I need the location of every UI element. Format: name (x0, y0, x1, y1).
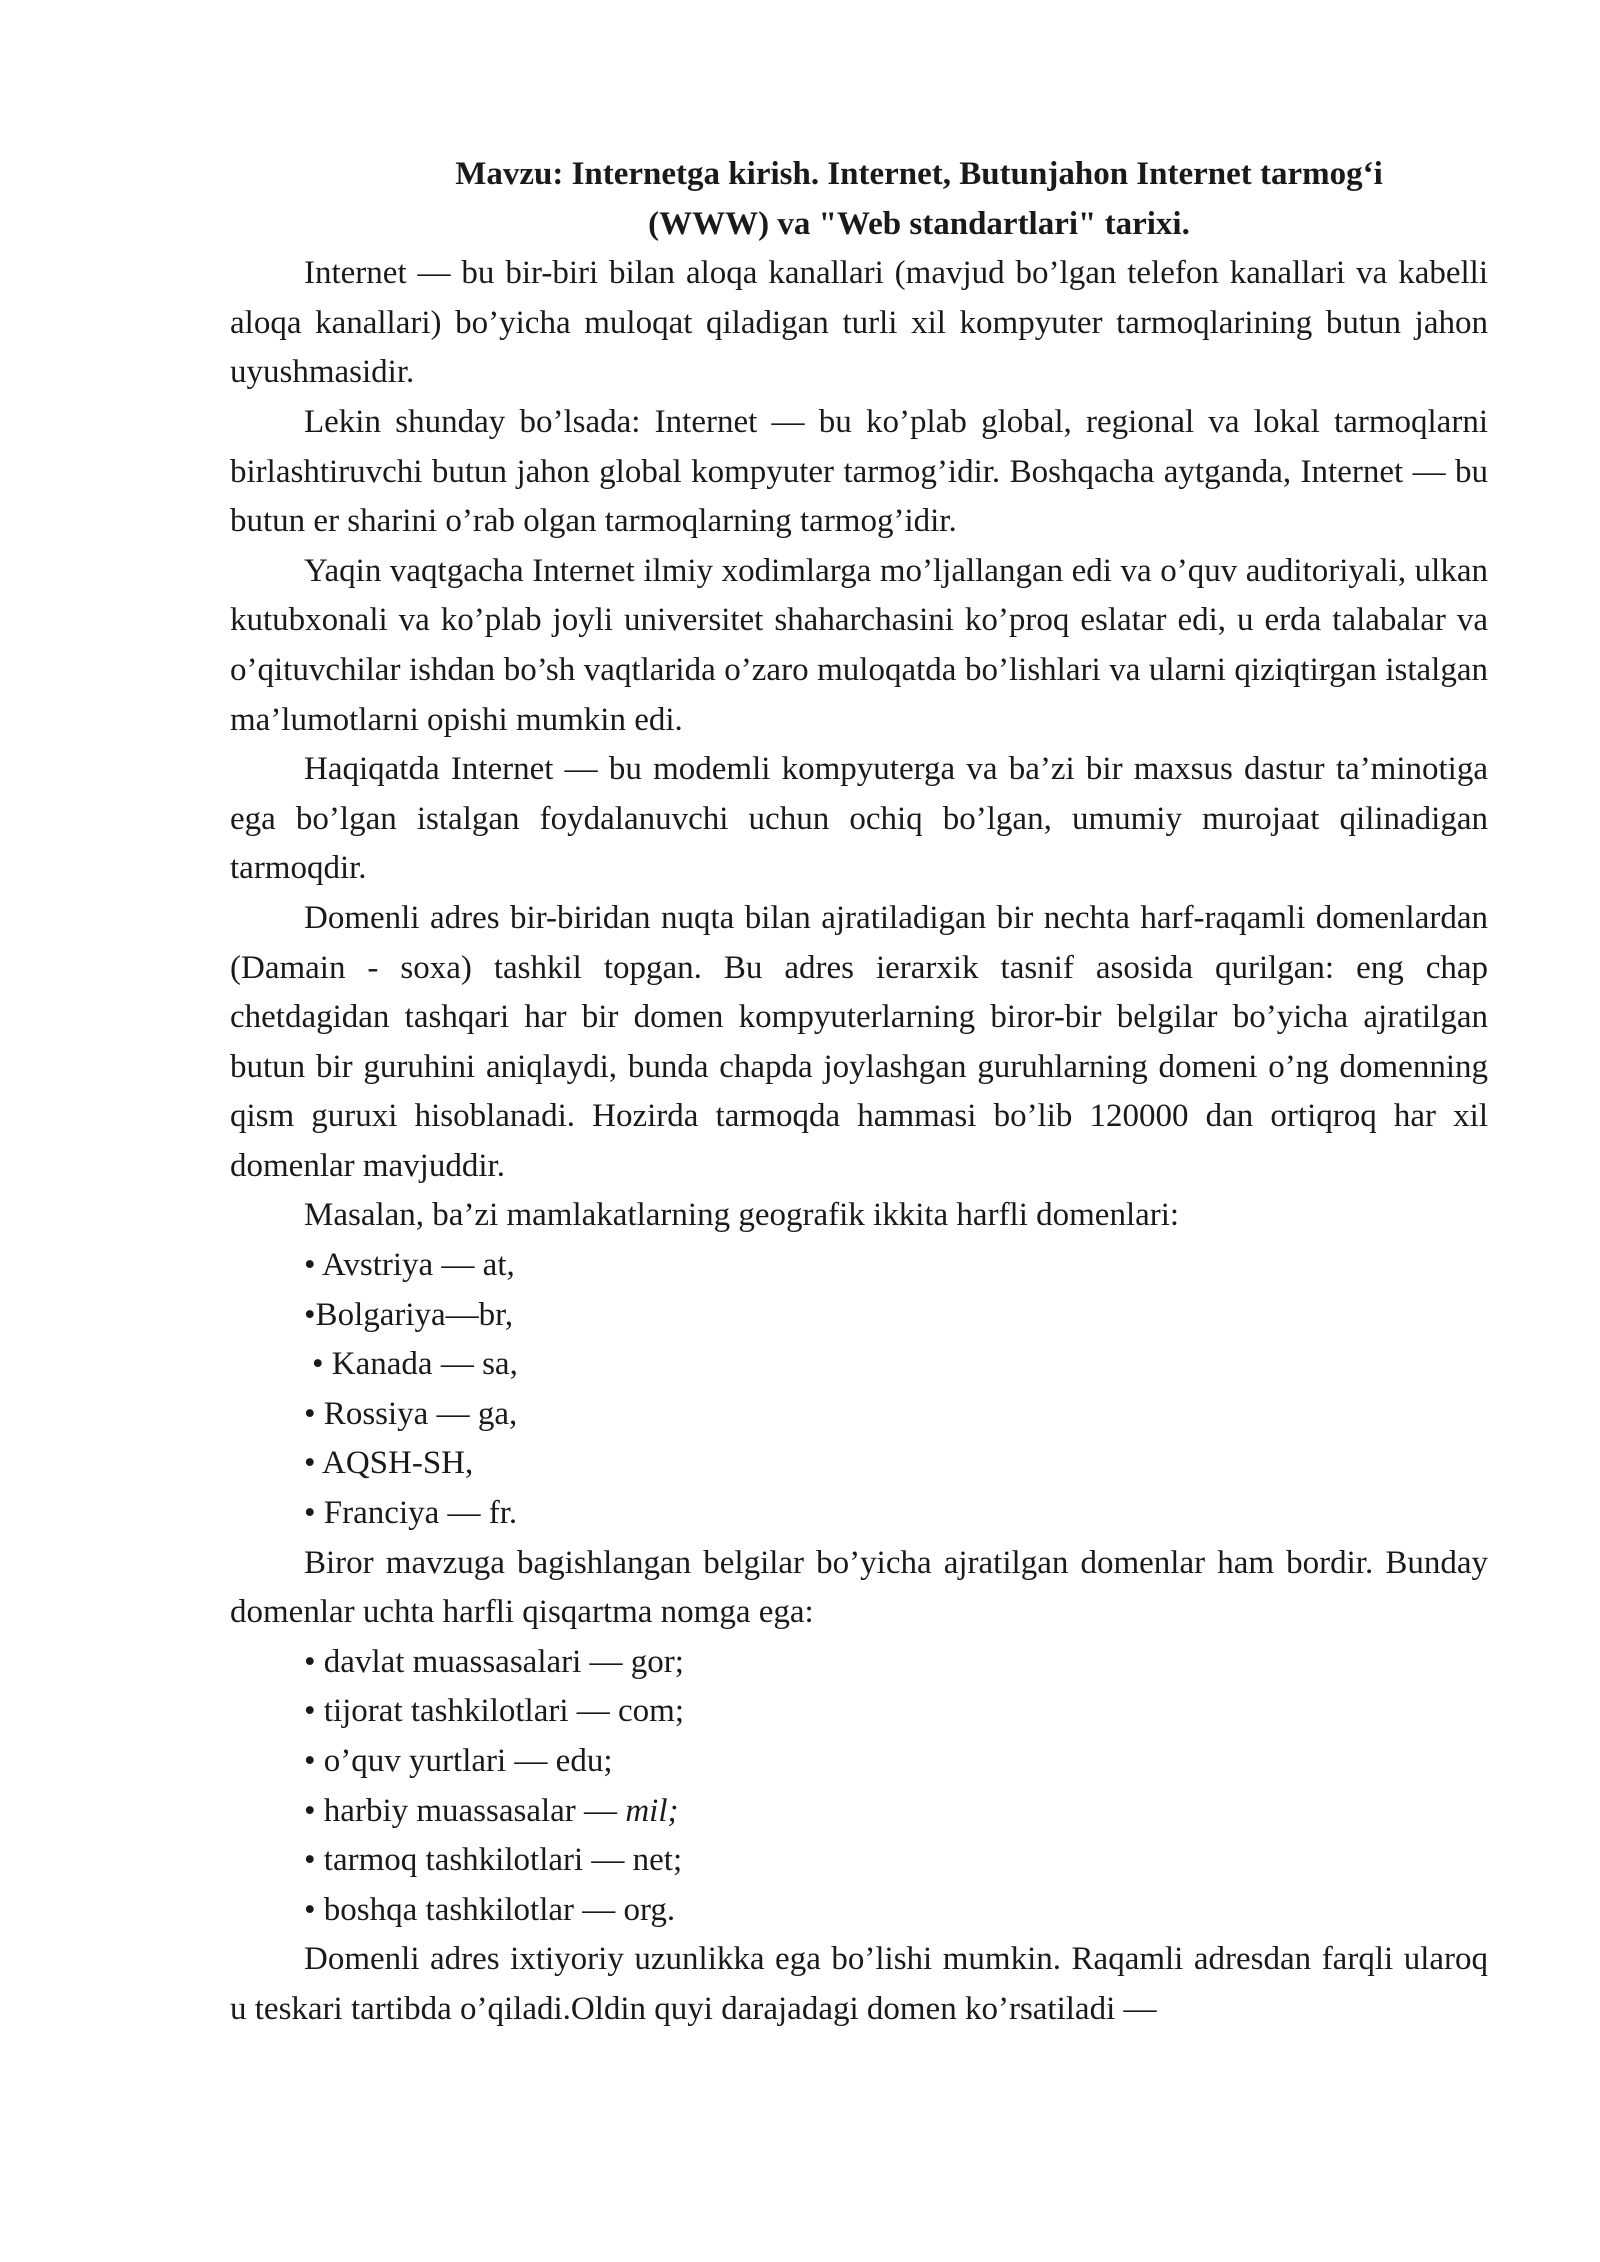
title-line-1: Mavzu: Internetga kirish. Internet, Butunjahon Internet tarmog‘i (455, 156, 1383, 192)
list-item (304, 1787, 1488, 1837)
list-item: • Rossiya — ga, (304, 1395, 518, 1432)
list-item: • boshqa tashkilotlar — org. (304, 1891, 676, 1928)
topic-domain-list (230, 1638, 1488, 1936)
paragraph-global-network: Lekin shunday bo’lsada: Internet — bu ko’plab global, regional va lokal tarmoqlarni birlashtiruvchi butun jahon global kompyuter tarmog’idir. Boshqacha aytganda, Internet — bu butun er sharini o’rab olgan tarmoqlarning tarmog’idir. (230, 403, 1488, 540)
list-item: • Avstriya — at, (304, 1247, 515, 1284)
paragraph-domain-length: Domenli adres ixtiyoriy uzunlikka ega bo’lishi mumkin. Raqamli adresdan farqli ularoq u teskari tartibda o’qiladi.Oldin quyi darajadagi domen ko’rsatiladi — (230, 1941, 1488, 2027)
paragraph-internet-definition: Internet — bu bir-biri bilan aloqa kanallari (mavjud bo’lgan telefon kanallari va kabelli aloqa kanallari) bo’yicha muloqat qiladigan turli xil kompyuter tarmoqlarining butun jahon uyushmasidir. (230, 255, 1488, 391)
paragraph-public-network: Haqiqatda Internet — bu modemli kompyuterga va ba’zi bir maxsus dastur ta’minotiga ega bo’lgan istalgan foydalanuvchi uchun ochiq bo’lgan, umumiy murojaat qilinadigan tarmoqdir. (230, 751, 1488, 887)
list-item: • Franciya — fr. (304, 1495, 518, 1532)
list-item-italic-code: mil; (625, 1792, 679, 1829)
paragraph-country-domains-intro: Masalan, ba’zi mamlakatlarning geografik ikkita harfli domenlari: (304, 1197, 1180, 1234)
paragraph-topic-domains-intro: Biror mavzuga bagishlangan belgilar bo’yicha ajratilgan domenlar ham bordir. Bunday domenlar uchta harfli qisqartma nomga ega: (230, 1544, 1488, 1631)
list-item-text: • harbiy muassasalar — (304, 1792, 626, 1829)
paragraph-domain-address: Domenli adres bir-biridan nuqta bilan ajratiladigan bir nechta harf-raqamli domenlardan (Damain - soxa) tashkil topgan. Bu adres ierarxik tasnif asosida qurilgan: eng chap chetdagidan tashqari har bir domen kompyuterlarning biror-bir belgilar bo’yicha ajratilgan butun bir guruhini aniqlaydi, bunda chapda joylashgan guruhlarning domeni o’ng domenning qism guruxi hisoblanadi. Hozirda tarmoqda hammasi bo’lib 120000 dan ortiqroq har xil domenlar mavjuddir. (230, 899, 1488, 1184)
paragraph-history: Yaqin vaqtgacha Internet ilmiy xodimlarga mo’ljallangan edi va o’quv auditoriyali, ulkan kutubxonali va ko’plab joyli universitet shaharchasini ko’proq eslatar edi, u erda talabalar va o’qituvchilar ishdan bo’sh vaqtlarida o’zaro muloqatda bo’lishlari va ularni qiziqtirgan istalgan ma’lumotlarni opishi mumkin edi. (230, 552, 1488, 738)
list-item: • davlat muassasalari — gor; (304, 1643, 684, 1680)
list-item: •Bolgariya—br, (304, 1296, 514, 1333)
title-line-2: (WWW) va "Web standartlari" tarixi. (648, 205, 1190, 242)
document-body (230, 150, 1488, 2035)
list-item: • tarmoq tashkilotlari — net; (304, 1842, 683, 1879)
list-item: • Kanada — sa, (312, 1346, 518, 1383)
country-domain-list (230, 1241, 1488, 1539)
list-item: • o’quv yurtlari — edu; (304, 1743, 613, 1779)
list-item: • AQSH-SH, (304, 1445, 474, 1482)
list-item: • tijorat tashkilotlari — com; (304, 1693, 684, 1730)
document-title (230, 150, 1488, 249)
